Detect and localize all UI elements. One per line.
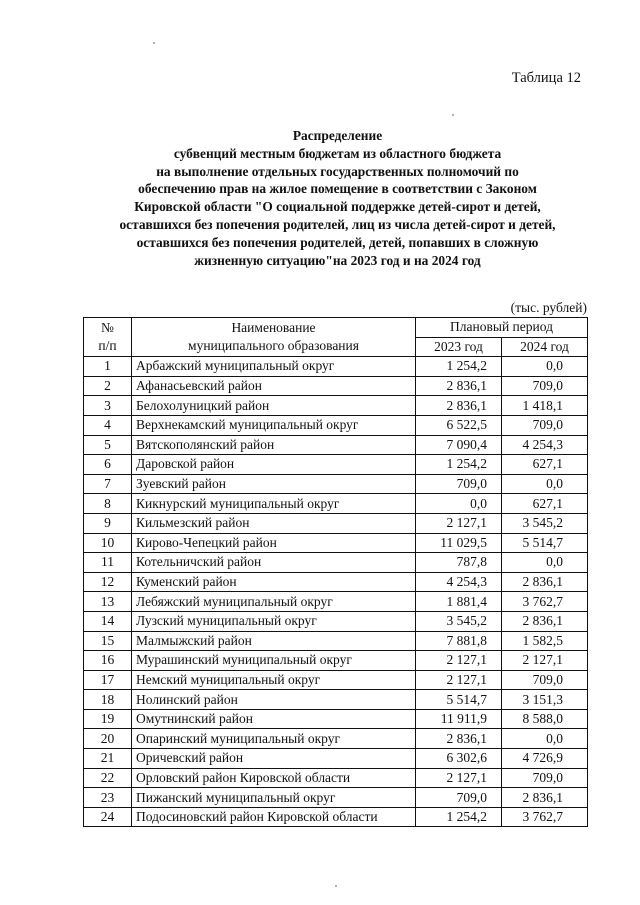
- value-2023-cell: 2 127,1: [416, 768, 502, 788]
- row-number-cell: 9: [84, 513, 132, 533]
- municipality-name-cell: Арбажский муниципальный округ: [132, 357, 416, 377]
- value-2024-cell: 0,0: [502, 474, 588, 494]
- value-2024-cell: 2 836,1: [502, 788, 588, 808]
- table-row: [84, 807, 588, 827]
- municipality-name-cell: Белохолуницкий район: [132, 396, 416, 416]
- header-number: [84, 318, 132, 357]
- value-2023-cell: 709,0: [416, 474, 502, 494]
- row-number-cell: 3: [84, 396, 132, 416]
- row-number-cell: 10: [84, 533, 132, 553]
- table-number-label: Таблица 12: [511, 70, 581, 86]
- value-2023-cell: 7 881,8: [416, 631, 502, 651]
- header-name-line1: Наименование: [231, 320, 316, 336]
- value-2024-cell: 8 588,0: [502, 709, 588, 729]
- value-2024-cell: 709,0: [502, 768, 588, 788]
- units-note: (тыс. рублей): [510, 300, 587, 315]
- municipality-name-cell: Лузский муниципальный округ: [132, 611, 416, 631]
- table-row: [84, 611, 588, 631]
- row-number-cell: 4: [84, 415, 132, 435]
- header-year-2024: 2024 год: [502, 337, 588, 357]
- value-2024-cell: 3 545,2: [502, 513, 588, 533]
- scan-speck: [335, 885, 337, 887]
- municipality-name-cell: Даровской район: [132, 455, 416, 475]
- value-2024-cell: 3 151,3: [502, 690, 588, 710]
- municipality-name-cell: Афанасьевский район: [132, 376, 416, 396]
- value-2024-cell: 4 726,9: [502, 749, 588, 769]
- value-2024-cell: 0,0: [502, 553, 588, 573]
- value-2024-cell: 2 836,1: [502, 611, 588, 631]
- municipality-name-cell: Лебяжский муниципальный округ: [132, 592, 416, 612]
- value-2024-cell: 4 254,3: [502, 435, 588, 455]
- table-row: [84, 357, 588, 377]
- value-2023-cell: 5 514,7: [416, 690, 502, 710]
- row-number-cell: 16: [84, 651, 132, 671]
- municipality-name-cell: Омутнинский район: [132, 709, 416, 729]
- municipality-name-cell: Зуевский район: [132, 474, 416, 494]
- header-number-line2: п/п: [98, 338, 117, 354]
- municipality-name-cell: Опаринский муниципальный округ: [132, 729, 416, 749]
- municipality-name-cell: Куменский район: [132, 572, 416, 592]
- title-line: оставшихся без попечения родителей, детей, попавших в сложную: [136, 234, 539, 250]
- header-name-line2: муниципального образования: [188, 338, 359, 354]
- table-body: [84, 357, 588, 827]
- value-2024-cell: 1 418,1: [502, 396, 588, 416]
- value-2024-cell: 0,0: [502, 357, 588, 377]
- table-row: [84, 788, 588, 808]
- value-2024-cell: 3 762,7: [502, 807, 588, 827]
- scan-speck: [153, 42, 155, 44]
- municipality-name-cell: Малмыжский район: [132, 631, 416, 651]
- title-line: обеспечению прав на жилое помещение в соответствии с Законом: [138, 181, 537, 197]
- value-2024-cell: 2 836,1: [502, 572, 588, 592]
- table-row: [84, 376, 588, 396]
- table-row: [84, 651, 588, 671]
- table-header-row: [84, 318, 588, 338]
- municipality-name-cell: Нолинский район: [132, 690, 416, 710]
- municipality-name-cell: Немский муниципальный округ: [132, 670, 416, 690]
- row-number-cell: 1: [84, 357, 132, 377]
- value-2024-cell: 2 127,1: [502, 651, 588, 671]
- title-line: Распределение: [292, 128, 383, 143]
- row-number-cell: 24: [84, 807, 132, 827]
- row-number-cell: 18: [84, 690, 132, 710]
- header-year-2023: 2023 год: [416, 337, 502, 357]
- row-number-cell: 7: [84, 474, 132, 494]
- title-line: жизненную ситуацию"на 2023 год и на 2024 год: [194, 252, 481, 268]
- value-2023-cell: 11 911,9: [416, 709, 502, 729]
- table-row: [84, 749, 588, 769]
- municipality-name-cell: Пижанский муниципальный округ: [132, 788, 416, 808]
- table-row: [84, 435, 588, 455]
- value-2023-cell: 1 254,2: [416, 807, 502, 827]
- municipality-name-cell: Кирово-Чепецкий район: [132, 533, 416, 553]
- header-period: Плановый период: [416, 318, 588, 338]
- value-2023-cell: 2 127,1: [416, 513, 502, 533]
- table-row: [84, 474, 588, 494]
- value-2024-cell: 627,1: [502, 455, 588, 475]
- header-number-line1: №: [101, 320, 114, 336]
- municipality-name-cell: Вятскополянский район: [132, 435, 416, 455]
- table-row: [84, 415, 588, 435]
- row-number-cell: 17: [84, 670, 132, 690]
- municipality-name-cell: Мурашинский муниципальный округ: [132, 651, 416, 671]
- title-line: на выполнение отдельных государственных полномочий по: [156, 163, 519, 179]
- row-number-cell: 12: [84, 572, 132, 592]
- table-row: [84, 592, 588, 612]
- title-line: оставшихся без попечения родителей, лиц из числа детей-сирот и детей,: [119, 216, 556, 232]
- value-2024-cell: 709,0: [502, 376, 588, 396]
- table-row: [84, 553, 588, 573]
- table-row: [84, 631, 588, 651]
- municipality-name-cell: Котельничский район: [132, 553, 416, 573]
- value-2024-cell: 5 514,7: [502, 533, 588, 553]
- table-row: [84, 513, 588, 533]
- title-line: субвенций местным бюджетам из областного бюджета: [173, 145, 502, 161]
- value-2023-cell: 2 127,1: [416, 651, 502, 671]
- table-row: [84, 729, 588, 749]
- value-2023-cell: 11 029,5: [416, 533, 502, 553]
- value-2023-cell: 1 881,4: [416, 592, 502, 612]
- row-number-cell: 19: [84, 709, 132, 729]
- value-2023-cell: 6 302,6: [416, 749, 502, 769]
- row-number-cell: 6: [84, 455, 132, 475]
- value-2023-cell: 6 522,5: [416, 415, 502, 435]
- value-2023-cell: 3 545,2: [416, 611, 502, 631]
- value-2023-cell: 2 836,1: [416, 729, 502, 749]
- table-row: [84, 690, 588, 710]
- row-number-cell: 5: [84, 435, 132, 455]
- row-number-cell: 8: [84, 494, 132, 514]
- municipality-name-cell: Кикнурский муниципальный округ: [132, 494, 416, 514]
- value-2024-cell: 627,1: [502, 494, 588, 514]
- row-number-cell: 14: [84, 611, 132, 631]
- value-2024-cell: 709,0: [502, 415, 588, 435]
- table-row: [84, 533, 588, 553]
- row-number-cell: 13: [84, 592, 132, 612]
- header-name: [132, 318, 416, 357]
- value-2023-cell: 1 254,2: [416, 357, 502, 377]
- row-number-cell: 11: [84, 553, 132, 573]
- value-2023-cell: 4 254,3: [416, 572, 502, 592]
- scan-speck: [452, 114, 454, 116]
- document-title: [85, 127, 590, 269]
- value-2024-cell: 709,0: [502, 670, 588, 690]
- value-2023-cell: 2 836,1: [416, 396, 502, 416]
- value-2024-cell: 3 762,7: [502, 592, 588, 612]
- row-number-cell: 2: [84, 376, 132, 396]
- table-row: [84, 396, 588, 416]
- value-2023-cell: 709,0: [416, 788, 502, 808]
- value-2024-cell: 0,0: [502, 729, 588, 749]
- row-number-cell: 22: [84, 768, 132, 788]
- value-2023-cell: 1 254,2: [416, 455, 502, 475]
- municipality-name-cell: Верхнекамский муниципальный округ: [132, 415, 416, 435]
- municipality-name-cell: Кильмезский район: [132, 513, 416, 533]
- table-row: [84, 768, 588, 788]
- municipality-name-cell: Орловский район Кировской области: [132, 768, 416, 788]
- row-number-cell: 23: [84, 788, 132, 808]
- value-2023-cell: 2 127,1: [416, 670, 502, 690]
- municipality-name-cell: Оричевский район: [132, 749, 416, 769]
- row-number-cell: 15: [84, 631, 132, 651]
- table-row: [84, 709, 588, 729]
- subvention-table: [83, 317, 588, 827]
- row-number-cell: 21: [84, 749, 132, 769]
- value-2023-cell: 0,0: [416, 494, 502, 514]
- value-2023-cell: 2 836,1: [416, 376, 502, 396]
- municipality-name-cell: Подосиновский район Кировской области: [132, 807, 416, 827]
- value-2023-cell: 7 090,4: [416, 435, 502, 455]
- value-2024-cell: 1 582,5: [502, 631, 588, 651]
- table-row: [84, 572, 588, 592]
- table-row: [84, 455, 588, 475]
- table-row: [84, 670, 588, 690]
- table-row: [84, 494, 588, 514]
- value-2023-cell: 787,8: [416, 553, 502, 573]
- row-number-cell: 20: [84, 729, 132, 749]
- title-line: Кировской области "О социальной поддержке детей-сирот и детей,: [134, 199, 541, 215]
